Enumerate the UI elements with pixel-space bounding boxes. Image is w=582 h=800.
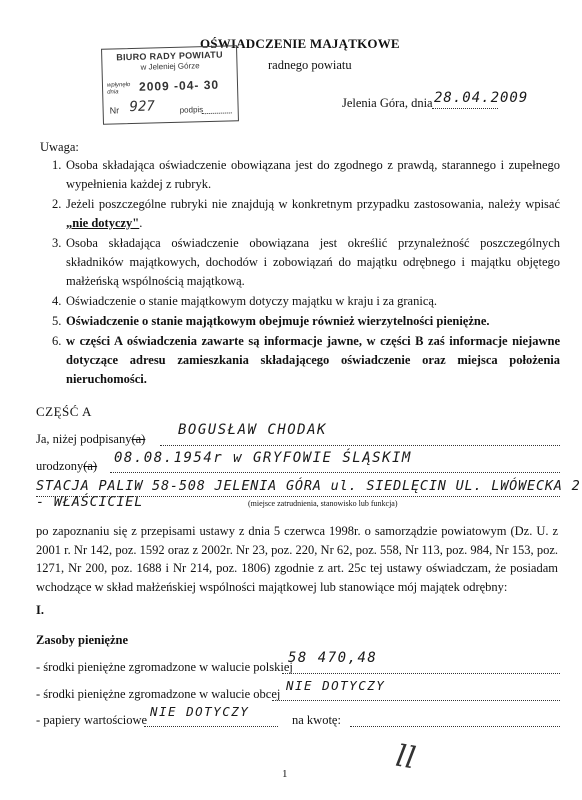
resource-securities-amount-label: na kwotę: xyxy=(292,713,341,727)
born-value: 08.08.1954r w GRYFOWIE ŚLĄSKIM xyxy=(114,450,412,466)
stamp-signature-label: podpis xyxy=(179,105,204,115)
note-item xyxy=(40,234,560,291)
note-item xyxy=(40,156,560,194)
note-item xyxy=(40,292,560,311)
note-text: Oświadczenie o stanie majątkowym dotyczy majątku w kraju i za granicą. xyxy=(66,294,438,308)
declaration-paragraph: po zapoznaniu się z przepisami ustawy z dnia 5 czerwca 1998r. o samorządzie powiatowym (Dz. U. z 2001 r. Nr 142, poz. 1592 oraz z 2002r. Nr 23, poz. 220, Nr 62, poz. 558, Nr 113, poz. 984, Nr 153, poz. 1271, Nr 200, poz. 1688 i Nr 214, poz. 1806) zgodnie z art. 25c tej ustawy oświadczam, że posiadam wchodzące w skład małżeńskiej wspólności majątkowej lub stanowiące mój majątek odrębny: xyxy=(36,524,558,594)
stamp-office-city: w Jeleniej Górze xyxy=(140,61,200,72)
signed-suffix: (a) xyxy=(131,432,146,446)
employment-caption: (miejsce zatrudnienia, stanowisko lub funkcja) xyxy=(248,499,398,508)
note-number: 5. xyxy=(52,314,62,328)
born-label: urodzony xyxy=(36,459,84,473)
stamp-date: 2009 -04- 30 xyxy=(138,77,220,94)
note-item xyxy=(40,312,560,331)
signed-line xyxy=(160,445,560,446)
note-text: w części A oświadczenia zawarte są informacje jawne, w części B zaś informacje niejawne dotyczące adresu zamieszkania składającego oświadczenie oraz miejsca położenia nieruchomości. xyxy=(66,334,560,386)
page-number: 1 xyxy=(282,768,288,780)
stamp-signature-line xyxy=(202,112,232,114)
stamp-nr-label: Nr xyxy=(109,105,120,116)
resource-securities-amount-line xyxy=(350,726,560,727)
place-date-label: Jelenia Góra, dnia xyxy=(342,96,433,110)
section-number: I. xyxy=(36,603,44,617)
place-date-value: 28.04.2009 xyxy=(434,90,529,106)
resources-heading: Zasoby pieniężne xyxy=(36,633,129,647)
note-item xyxy=(40,332,560,389)
stamp-received-label: wpłynęło dnia xyxy=(106,82,131,96)
note-number: 6. xyxy=(52,334,62,348)
note-number: 3. xyxy=(52,236,62,250)
resource-pln-value: 58 470,48 xyxy=(288,650,378,666)
resource-foreign-label: - środki pieniężne zgromadzone w walucie obcej xyxy=(36,687,281,701)
stamp-nr-value: 927 xyxy=(129,98,156,116)
born-suffix: (a) xyxy=(83,459,98,473)
resource-securities-value: NIE DOTYCZY xyxy=(150,704,250,719)
document-subtitle: radnego powiatu xyxy=(268,58,352,72)
note-number: 2. xyxy=(52,197,62,211)
note-emphasis: „nie dotyczy" xyxy=(66,216,140,230)
resource-foreign-line xyxy=(272,700,560,701)
resource-securities-line xyxy=(144,726,278,727)
note-text: Jeżeli poszczególne rubryki nie znajdują w konkretnym przypadku zastosowania, należy wpisać xyxy=(66,197,560,211)
part-a-heading: CZĘŚĆ A xyxy=(36,404,92,419)
office-stamp xyxy=(101,45,239,125)
born-line xyxy=(110,472,560,473)
note-item xyxy=(40,195,560,233)
notes-heading: Uwaga: xyxy=(40,140,79,154)
handwritten-initials: ll xyxy=(393,738,419,777)
born-row xyxy=(36,459,97,474)
place-date-line xyxy=(432,108,498,109)
notes-list xyxy=(40,156,560,390)
signed-label: Ja, niżej podpisany xyxy=(36,432,132,446)
note-text: Osoba składająca oświadczenie obowiązana jest do zgodnego z prawdą, starannego i zupełnego wypełnienia każdej z rubryk. xyxy=(66,158,560,191)
stamp-office-name: BIURO RADY POWIATU xyxy=(116,49,223,63)
resource-securities-label: - papiery wartościowe xyxy=(36,713,148,727)
employment-value: STACJA PALIW 58-508 JELENIA GÓRA ul. SIEDLĘCIN UL. LWÓWECKA 2 - WŁAŚCICIEL xyxy=(36,478,581,510)
employment-line xyxy=(36,496,560,497)
resource-pln-line xyxy=(282,673,560,674)
signed-row xyxy=(36,432,145,447)
note-number: 1. xyxy=(52,158,62,172)
note-text: Oświadczenie o stanie majątkowym obejmuje również wierzytelności pieniężne. xyxy=(66,314,490,328)
resource-pln-label: - środki pieniężne zgromadzone w walucie polskiej xyxy=(36,660,293,674)
document-title: OŚWIADCZENIE MAJĄTKOWE xyxy=(200,36,400,51)
note-text-end: . xyxy=(139,216,143,230)
note-number: 4. xyxy=(52,294,62,308)
note-text: Osoba składająca oświadczenie obowiązana jest określić przynależność poszczególnych składników majątkowych, dochodów i zobowiązań do majątku odrębnego i majątku objętego małżeńską wspólnością majątkową. xyxy=(66,236,560,288)
resource-foreign-value: NIE DOTYCZY xyxy=(286,678,386,693)
signed-value: BOGUSŁAW CHODAK xyxy=(178,422,327,438)
